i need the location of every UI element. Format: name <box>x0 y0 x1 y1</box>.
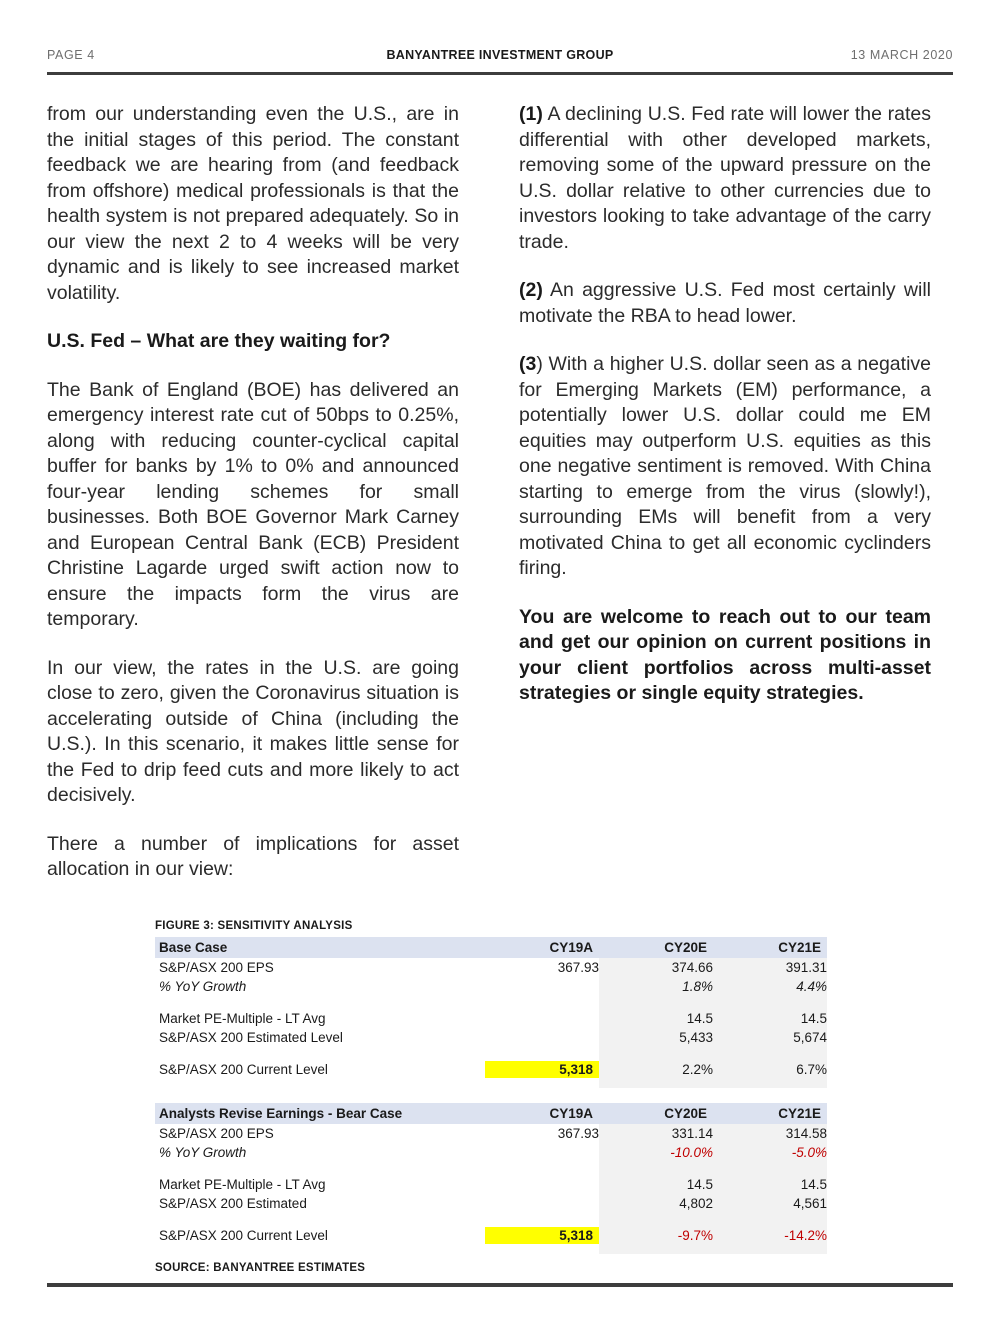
table-spacer-row <box>155 1245 827 1254</box>
row-label: S&P/ASX 200 Current Level <box>159 1062 328 1077</box>
column-header-cy19a: CY19A <box>485 1103 599 1124</box>
point-3-marker: (3 <box>519 353 537 375</box>
point-2-marker: (2) <box>519 279 543 301</box>
column-header-cy20e: CY20E <box>599 1103 713 1124</box>
table-row <box>155 1226 827 1245</box>
row-label: % YoY Growth <box>159 979 247 994</box>
row-value-cy19a <box>485 1194 599 1213</box>
row-value-cy21e: 4,561 <box>713 1194 827 1213</box>
row-value-cy19a <box>485 1143 599 1162</box>
row-value-cy21e: 5,674 <box>713 1028 827 1047</box>
row-value-cy19a <box>485 1175 599 1194</box>
table-spacer-row <box>155 996 827 1009</box>
row-value-cy20e: 331.14 <box>599 1124 713 1143</box>
row-value-cy21e: -5.0% <box>713 1143 827 1162</box>
paragraph-intro: from our understanding even the U.S., are in the initial stages of this period. The constant feedback we are hearing from (and feedback from offshore) medical professionals is that the health system is not prepared adequately. So in our view the next 2 to 4 weeks will be very dynamic and is likely to see increased market volatility. <box>47 103 459 304</box>
body-columns <box>47 102 953 883</box>
row-value-cy21e: -14.2% <box>713 1226 827 1245</box>
row-value-cy20e: 5,433 <box>599 1028 713 1047</box>
row-value-cy21e: 14.5 <box>713 1009 827 1028</box>
footer-rule <box>47 1283 953 1287</box>
table-row <box>155 977 827 996</box>
row-value-cy19a <box>485 1028 599 1047</box>
paragraph-implications-lead: There a number of implications for asset allocation in our view: <box>47 832 459 880</box>
row-label: S&P/ASX 200 Estimated Level <box>159 1030 343 1045</box>
table-row <box>155 1194 827 1213</box>
implication-point-1 <box>519 102 931 255</box>
point-3-text: ) With a higher U.S. dollar seen as a negative for Emerging Markets (EM) performance, a potentially lower U.S. dollar could me EM equities may outperform U.S. equities as this one negative sentiment is removed. With China starting to emerge from the virus (slowly!), surrounding EMs will benefit from a very motivated China to get all economic cyclinders firing. <box>519 353 931 579</box>
row-value-cy20e: 1.8% <box>599 977 713 996</box>
publication-title: BANYANTREE INVESTMENT GROUP <box>386 48 614 62</box>
callout-contact-team: You are welcome to reach out to our team and get our opinion on current positions in your client portfolios across multi-asset strategies or single equity strategies. <box>519 605 931 704</box>
row-value-cy21e: 4.4% <box>713 977 827 996</box>
figure-source: SOURCE: BANYANTREE ESTIMATES <box>155 1262 366 1274</box>
row-value-cy19a-highlighted <box>485 1226 599 1245</box>
figure-3-sensitivity-analysis <box>155 920 827 1274</box>
point-1-text: A declining U.S. Fed rate will lower the rates differential with other developed markets, removing some of the upward pressure on the U.S. dollar relative to other currencies due to investors looking to take advantage of the carry trade. <box>519 103 931 253</box>
row-value-cy20e: 2.2% <box>599 1060 713 1079</box>
table-spacer-row <box>155 1162 827 1175</box>
sensitivity-analysis-table <box>155 937 827 1254</box>
row-value-cy19a <box>485 1009 599 1028</box>
right-column <box>519 102 931 883</box>
row-value-cy19a: 367.93 <box>557 1126 599 1141</box>
point-1-marker: (1) <box>519 103 543 125</box>
table-section-gap <box>155 1088 827 1103</box>
point-2-text: An aggressive U.S. Fed most certainly will motivate the RBA to head lower. <box>519 279 931 327</box>
row-value-cy20e: 374.66 <box>599 958 713 977</box>
row-label: S&P/ASX 200 Estimated <box>159 1196 307 1211</box>
row-value-cy21e: 14.5 <box>713 1175 827 1194</box>
paragraph-boe: The Bank of England (BOE) has delivered an emergency interest rate cut of 50bps to 0.25%, along with reducing counter-cyclical capital buffer for banks by 1% to 0% and announced four-year lending schemes for small businesses. Both BOE Governor Mark Carney and European Central Bank (ECB) President Christine Lagarde urged swift action now to ensure the impacts form the virus are temporary. <box>47 378 459 630</box>
row-value-cy19a-highlighted <box>485 1060 599 1079</box>
table-row <box>155 958 827 977</box>
section-heading-us-fed: U.S. Fed – What are they waiting for? <box>47 330 391 352</box>
table-row <box>155 1009 827 1028</box>
column-header-cy21e: CY21E <box>713 1103 827 1124</box>
row-label: Market PE-Multiple - LT Avg <box>159 1177 326 1192</box>
row-value-cy20e: 4,802 <box>599 1194 713 1213</box>
row-value-cy19a <box>485 977 599 996</box>
table-row <box>155 1124 827 1143</box>
publication-date: 13 MARCH 2020 <box>850 48 953 62</box>
row-label: S&P/ASX 200 Current Level <box>159 1228 328 1243</box>
implication-point-2 <box>519 278 931 329</box>
table-spacer-row <box>155 1047 827 1060</box>
row-value-cy20e: -9.7% <box>599 1226 713 1245</box>
row-label: Market PE-Multiple - LT Avg <box>159 1011 326 1026</box>
table-header-row-bear-case <box>155 1103 827 1124</box>
left-column <box>47 102 459 883</box>
table-spacer-row <box>155 1079 827 1088</box>
highlighted-value: 5,318 <box>485 1061 599 1078</box>
table-header-row-base-case <box>155 937 827 958</box>
column-header-cy20e: CY20E <box>599 937 713 958</box>
row-value-cy21e: 314.58 <box>713 1124 827 1143</box>
bear-case-title: Analysts Revise Earnings - Bear Case <box>155 1103 485 1124</box>
row-label: % YoY Growth <box>159 1145 247 1160</box>
figure-title: FIGURE 3: SENSITIVITY ANALYSIS <box>155 920 353 932</box>
paragraph-us-rates: In our view, the rates in the U.S. are going close to zero, given the Coronavirus situation is accelerating outside of China (including the U.S.). In this scenario, it makes little sense for the Fed to drip feed cuts and more likely to act decisively. <box>47 656 459 806</box>
table-spacer-row <box>155 1213 827 1226</box>
base-case-title: Base Case <box>155 937 485 958</box>
row-label: S&P/ASX 200 EPS <box>159 1126 274 1141</box>
table-row <box>155 1143 827 1162</box>
row-value-cy20e: 14.5 <box>599 1009 713 1028</box>
running-head <box>47 48 953 92</box>
highlighted-value: 5,318 <box>485 1227 599 1244</box>
column-header-cy19a: CY19A <box>485 937 599 958</box>
row-value-cy20e: -10.0% <box>599 1143 713 1162</box>
row-value-cy19a: 367.93 <box>557 960 599 975</box>
page-number-label: PAGE 4 <box>47 48 95 62</box>
row-value-cy20e: 14.5 <box>599 1175 713 1194</box>
implication-point-3 <box>519 352 931 582</box>
header-rule <box>47 72 953 75</box>
table-row <box>155 1175 827 1194</box>
row-label: S&P/ASX 200 EPS <box>159 960 274 975</box>
column-header-cy21e: CY21E <box>713 937 827 958</box>
row-value-cy21e: 6.7% <box>713 1060 827 1079</box>
row-value-cy21e: 391.31 <box>713 958 827 977</box>
table-row <box>155 1060 827 1079</box>
table-row <box>155 1028 827 1047</box>
